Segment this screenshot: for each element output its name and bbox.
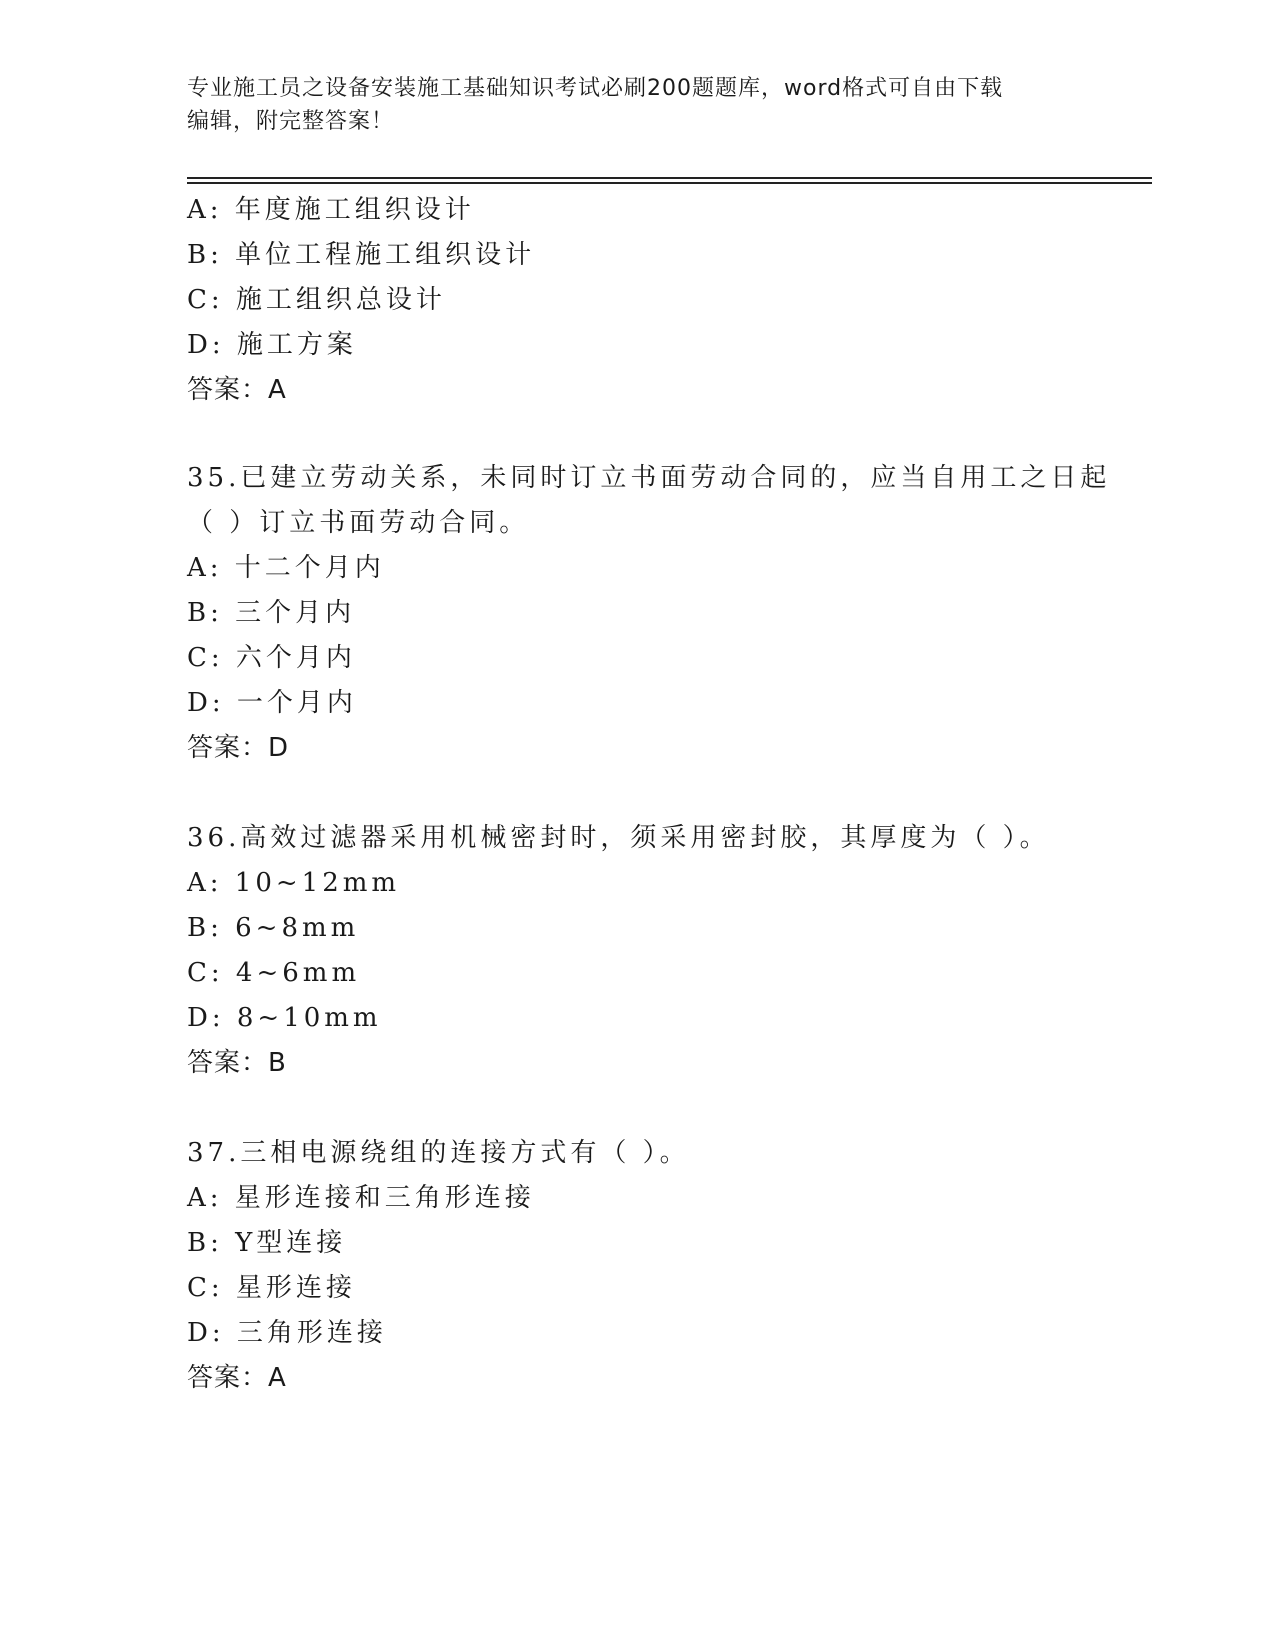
q34-option-c: C: 施工组织总设计 <box>187 285 446 315</box>
q36-option-b: B: 6~8mm <box>187 913 360 943</box>
q36-option-d: D: 8~10mm <box>187 1003 382 1033</box>
q35-option-b: B: 三个月内 <box>187 598 356 628</box>
q36-option-c: C: 4~6mm <box>187 958 361 988</box>
q37-option-b: B: Y型连接 <box>187 1228 347 1258</box>
q37-stem: 37.三相电源绕组的连接方式有（ ）。 <box>187 1138 690 1168</box>
q37-option-a: A: 星形连接和三角形连接 <box>187 1183 535 1213</box>
q35-stem-line-1: 35.已建立劳动关系，未同时订立书面劳动合同的，应当自用工之日起 <box>187 463 1111 493</box>
q35-option-c: C: 六个月内 <box>187 643 356 673</box>
q36-answer: 答案：B <box>187 1048 287 1078</box>
header-line-2: 编辑，附完整答案！ <box>187 109 395 134</box>
header-divider-bottom <box>187 182 1152 184</box>
q37-answer: 答案：A <box>187 1363 287 1393</box>
q35-option-d: D: 一个月内 <box>187 688 357 718</box>
q36-stem: 36.高效过滤器采用机械密封时，须采用密封胶，其厚度为（ ）。 <box>187 823 1050 853</box>
q37-option-d: D: 三角形连接 <box>187 1318 387 1348</box>
q35-answer: 答案：D <box>187 733 290 763</box>
q34-answer: 答案：A <box>187 375 287 405</box>
document-header <box>187 72 1067 138</box>
header-divider-top <box>187 177 1152 179</box>
q37-option-c: C: 星形连接 <box>187 1273 356 1303</box>
header-line-1: 专业施工员之设备安装施工基础知识考试必刷200题题库，word格式可自由下载 <box>187 76 1004 101</box>
q36-option-a: A: 10~12mm <box>187 868 401 898</box>
q34-option-d: D: 施工方案 <box>187 330 357 360</box>
q35-option-a: A: 十二个月内 <box>187 553 385 583</box>
q34-option-b: B: 单位工程施工组织设计 <box>187 240 536 270</box>
q35-stem-line-2: （ ）订立书面劳动合同。 <box>187 508 530 538</box>
q34-option-a: A: 年度施工组织设计 <box>187 195 475 225</box>
